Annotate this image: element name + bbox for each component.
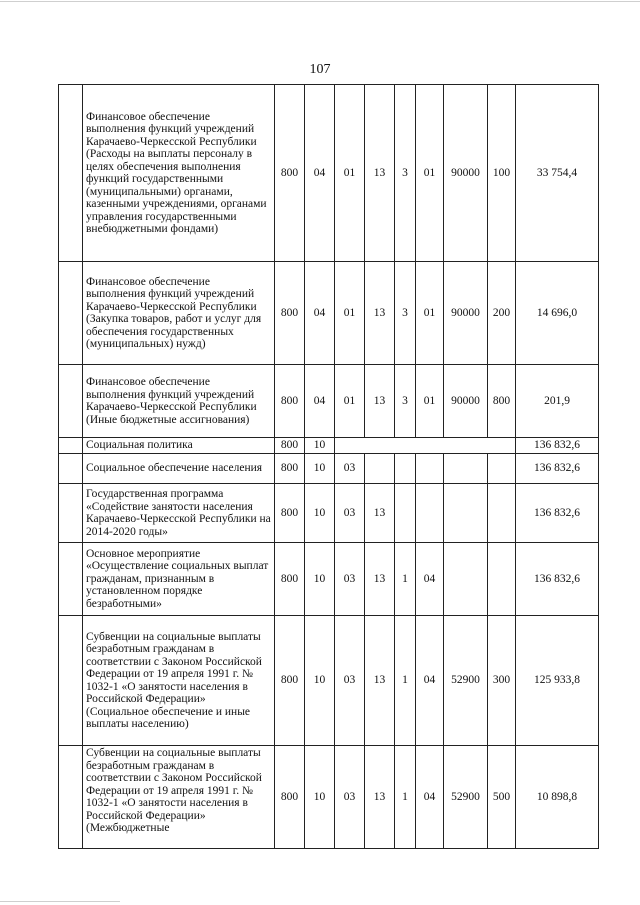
code-section: 10 [305,543,335,616]
code-program: 13 [365,484,395,543]
code-program: 13 [365,543,395,616]
code-subsection: 01 [335,262,365,365]
row-gutter [59,484,83,543]
code-direction: 90000 [444,262,488,365]
row-name: Государственная программа «Содействие занятости населения Карачаево-Черкесской Республики на 2014-2020 годы» [83,484,275,543]
code-expense-type: 500 [488,746,516,849]
code-event: 04 [416,543,444,616]
amount: 125 933,8 [516,616,599,746]
code-direction [444,543,488,616]
row-gutter [59,746,83,849]
code-admin: 800 [275,746,305,849]
row-name: Финансовое обеспечение выполнения функций учреждений Карачаево-Черкесской Республики (Закупка товаров, работ и услуг для обеспечения государственных (муниципальных) нужд) [83,262,275,365]
bottom-scan-edge [0,901,120,902]
empty-codes [335,438,516,454]
code-subsection: 03 [335,616,365,746]
code-event: 04 [416,616,444,746]
amount: 136 832,6 [516,454,599,484]
code-direction: 52900 [444,746,488,849]
code-subsection: 03 [335,746,365,849]
code-section: 04 [305,365,335,438]
code-program: 13 [365,262,395,365]
code-expense-type: 200 [488,262,516,365]
code-section: 10 [305,616,335,746]
code-admin: 800 [275,484,305,543]
code-program [365,454,395,484]
code-event: 01 [416,85,444,262]
code-subprogram: 3 [395,262,416,365]
amount: 33 754,4 [516,85,599,262]
row-name: Социальная политика [83,438,275,454]
code-section: 10 [305,454,335,484]
code-direction: 90000 [444,365,488,438]
amount: 14 696,0 [516,262,599,365]
amount: 136 832,6 [516,543,599,616]
code-admin: 800 [275,85,305,262]
table-row [59,365,599,438]
table-row [59,746,599,849]
code-admin: 800 [275,438,305,454]
row-gutter [59,616,83,746]
top-scan-edge [0,1,640,2]
code-expense-type [488,543,516,616]
code-subsection: 01 [335,85,365,262]
code-section: 04 [305,85,335,262]
row-gutter [59,365,83,438]
row-gutter [59,85,83,262]
page-number: 107 [309,62,331,77]
code-program: 13 [365,85,395,262]
code-section: 10 [305,484,335,543]
code-event [416,484,444,543]
code-subprogram [395,484,416,543]
row-name: Субвенции на социальные выплаты безработным гражданам в соответствии с Законом Российской Федерации от 19 апреля 1991 г. № 1032-1 «О занятости населения в Российской Федерации» (Межбюджетные [83,746,275,849]
budget-table [58,84,599,849]
row-gutter [59,438,83,454]
code-event: 04 [416,746,444,849]
code-section: 10 [305,438,335,454]
amount: 136 832,6 [516,484,599,543]
code-subprogram: 1 [395,746,416,849]
code-direction [444,454,488,484]
amount: 136 832,6 [516,438,599,454]
code-subprogram: 3 [395,365,416,438]
amount: 201,9 [516,365,599,438]
table-row [59,484,599,543]
code-direction [444,484,488,543]
row-name: Основное мероприятие «Осуществление социальных выплат гражданам, признанным в установленном порядке безработными» [83,543,275,616]
code-expense-type [488,484,516,543]
code-subsection: 03 [335,484,365,543]
code-program: 13 [365,746,395,849]
code-subsection: 03 [335,543,365,616]
row-gutter [59,454,83,484]
row-gutter [59,543,83,616]
code-event: 01 [416,365,444,438]
code-expense-type: 300 [488,616,516,746]
code-admin: 800 [275,616,305,746]
code-subsection: 01 [335,365,365,438]
amount: 10 898,8 [516,746,599,849]
code-admin: 800 [275,262,305,365]
code-event [416,454,444,484]
table-row [59,262,599,365]
code-direction: 90000 [444,85,488,262]
table-row [59,616,599,746]
row-name: Социальное обеспечение населения [83,454,275,484]
code-section: 04 [305,262,335,365]
code-expense-type [488,454,516,484]
table-row [59,85,599,262]
code-subprogram: 3 [395,85,416,262]
code-admin: 800 [275,454,305,484]
code-subprogram: 1 [395,543,416,616]
code-admin: 800 [275,543,305,616]
code-subsection: 03 [335,454,365,484]
table-row [59,438,599,454]
code-admin: 800 [275,365,305,438]
code-subprogram: 1 [395,616,416,746]
code-expense-type: 100 [488,85,516,262]
row-name: Финансовое обеспечение выполнения функций учреждений Карачаево-Черкесской Республики (Расходы на выплаты персоналу в целях обеспечения выполнения функций государственными (муниципальными) органами, казенными учреждениями, органами управления государственными внебюджетными фондами) [83,85,275,262]
code-subprogram [395,454,416,484]
code-expense-type: 800 [488,365,516,438]
code-section: 10 [305,746,335,849]
code-program: 13 [365,616,395,746]
table-row [59,543,599,616]
code-program: 13 [365,365,395,438]
row-name: Финансовое обеспечение выполнения функций учреждений Карачаево-Черкесской Республики (Иные бюджетные ассигнования) [83,365,275,438]
code-direction: 52900 [444,616,488,746]
table-row [59,454,599,484]
row-name: Субвенции на социальные выплаты безработным гражданам в соответствии с Законом Российской Федерации от 19 апреля 1991 г. № 1032-1 «О занятости населения в Российской Федерации» (Социальное обеспечение и иные выплаты населению) [83,616,275,746]
row-gutter [59,262,83,365]
code-event: 01 [416,262,444,365]
